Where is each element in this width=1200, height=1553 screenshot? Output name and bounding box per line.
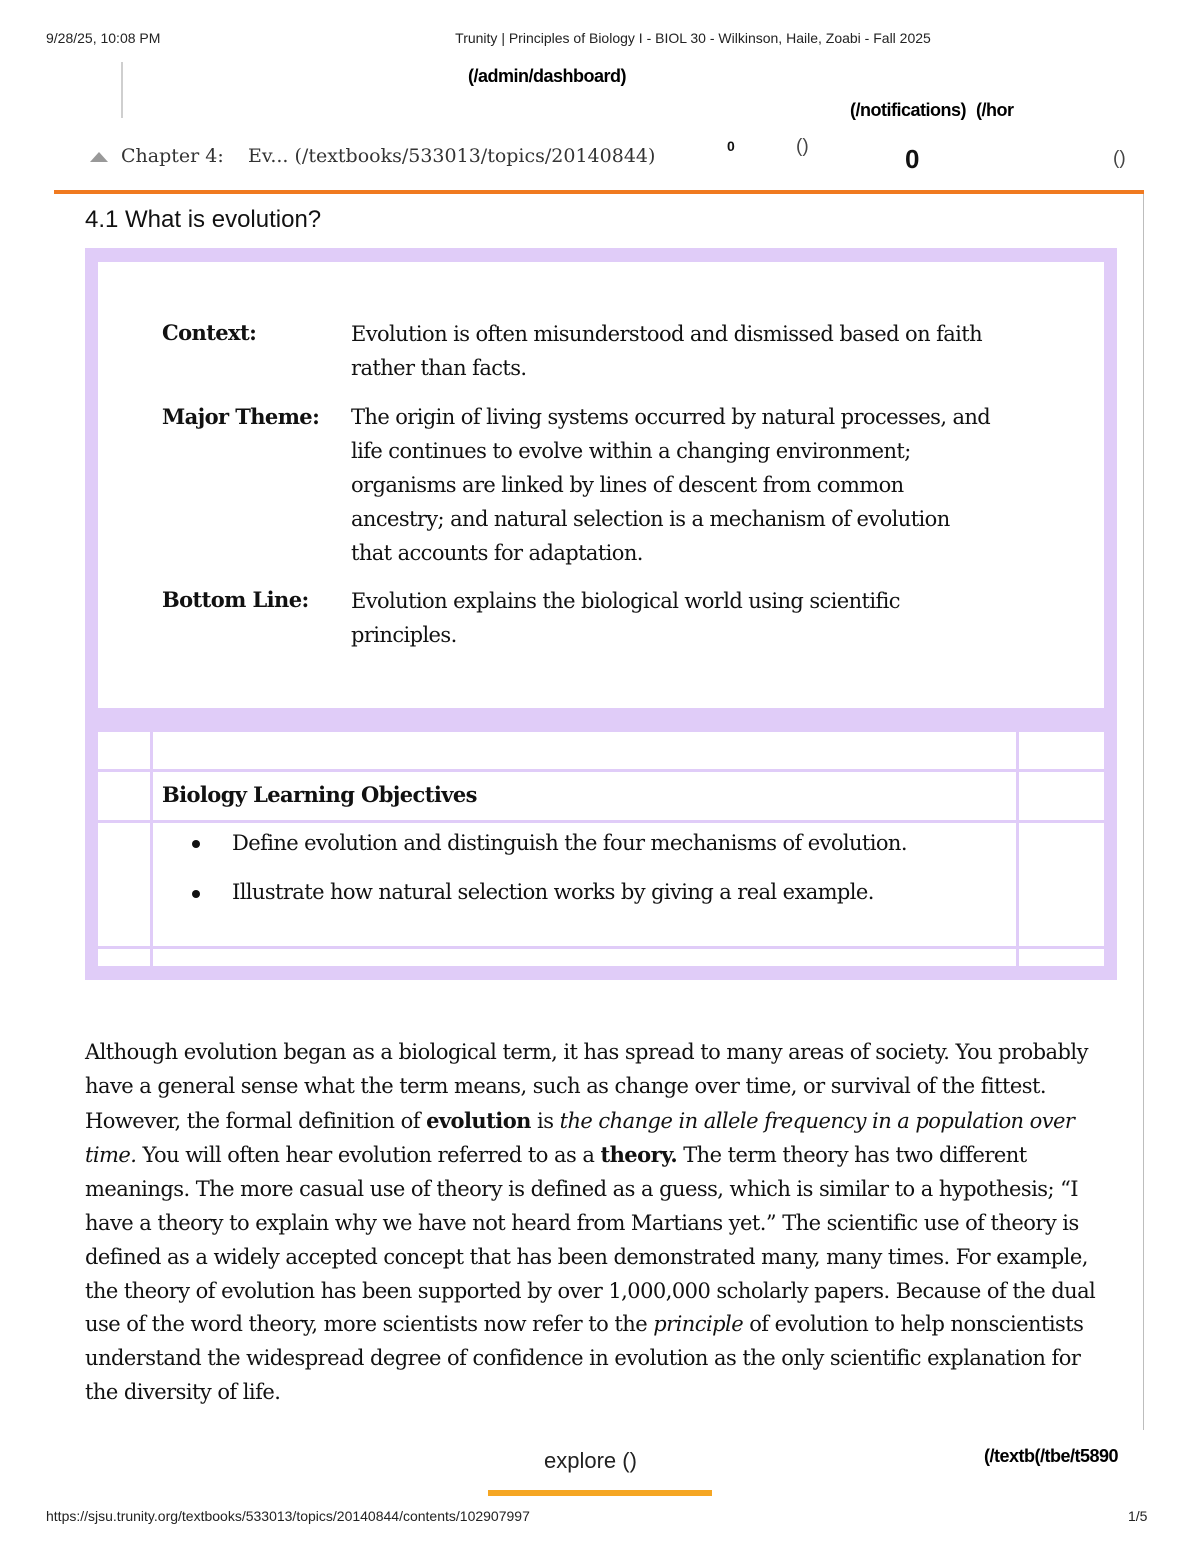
- print-page-title: Trunity | Principles of Biology I - BIOL 30 - Wilkinson, Haile, Zoabi - Fall 2025: [455, 30, 931, 46]
- print-url: https://sjsu.trunity.org/textbooks/533013/topics/20140844/contents/102907997: [46, 1508, 530, 1524]
- zero-large-icon[interactable]: 0: [905, 144, 920, 174]
- bottom-line-label: Bottom Line:: [162, 587, 309, 612]
- bullet-icon: [192, 840, 200, 848]
- explore-active-indicator: [488, 1490, 712, 1496]
- bottom-line-text: Evolution explains the biological world using scientific principles.: [351, 589, 900, 647]
- accent-divider: [54, 190, 1144, 194]
- print-page-number: 1/5: [1128, 1508, 1148, 1524]
- print-datetime: 9/28/25, 10:08 PM: [46, 30, 161, 46]
- notifications-link[interactable]: (/notifications): [850, 100, 966, 120]
- context-label: Context:: [162, 320, 257, 345]
- chapter-link[interactable]: Ev... (/textbooks/533013/topics/20140844): [248, 145, 656, 167]
- grid-hline-3: [98, 946, 1104, 949]
- grid-hline-2: [98, 820, 1104, 823]
- sidebar-divider: [121, 62, 123, 118]
- major-theme-text: The origin of living systems occurred by natural processes, and life continues to evolve within a changing environment; organisms are linked by lines of descent from common ancestry; and natural selection is a mechanism of evolution that accounts for adaptation.: [351, 405, 991, 565]
- zero-small-icon[interactable]: 0: [727, 138, 735, 154]
- context-text: Evolution is often misunderstood and dismissed based on faith rather than facts.: [351, 322, 983, 380]
- chapter-label: Chapter 4:: [121, 145, 224, 167]
- grid-vline-left: [150, 732, 153, 966]
- explore-link[interactable]: explore (): [544, 1448, 637, 1473]
- home-link-overlap[interactable]: (/hor: [976, 100, 1014, 120]
- content-right-border: [1143, 194, 1144, 1430]
- objective-item: Define evolution and distinguish the four mechanisms of evolution.: [232, 831, 907, 855]
- major-theme-label: Major Theme:: [162, 404, 320, 429]
- bullet-icon: [192, 890, 200, 898]
- parens-icon-2[interactable]: (): [1113, 148, 1126, 169]
- collapse-triangle-icon[interactable]: [90, 152, 108, 162]
- dashboard-link[interactable]: (/admin/dashboard): [468, 66, 627, 86]
- grid-vline-right: [1016, 732, 1019, 966]
- objectives-heading: Biology Learning Objectives: [162, 782, 477, 807]
- objective-item: Illustrate how natural selection works by giving a real example.: [232, 880, 874, 904]
- textbooks-link-overlap[interactable]: (/textb(/tbe/t5890: [984, 1446, 1119, 1466]
- grid-hline-1: [98, 769, 1104, 772]
- body-paragraph: Although evolution began as a biological term, it has spread to many areas of society. You probably have a general sense what the term means, such as change over time, or survival of the fittest. However, the formal definition of evolution is the change in allele frequency in a population over time. You will often hear evolution referred to as a theory. The term theory has two different meanings. The more casual use of theory is defined as a guess, which is similar to a hypothesis; “I have a theory to explain why we have not heard from Martians yet.” The scientific use of theory is defined as a widely accepted concept that has been demonstrated many, many times. For example, the theory of evolution has been supported by over 1,000,000 scholarly papers. Because of the dual use of the word theory, more scientists now refer to the principle of evolution to help nonscientists understand the widespread degree of confidence in evolution as the only scientific explanation for the diversity of life.: [85, 1040, 1096, 1404]
- section-title: 4.1 What is evolution?: [85, 206, 322, 233]
- parens-icon-1[interactable]: (): [796, 136, 809, 157]
